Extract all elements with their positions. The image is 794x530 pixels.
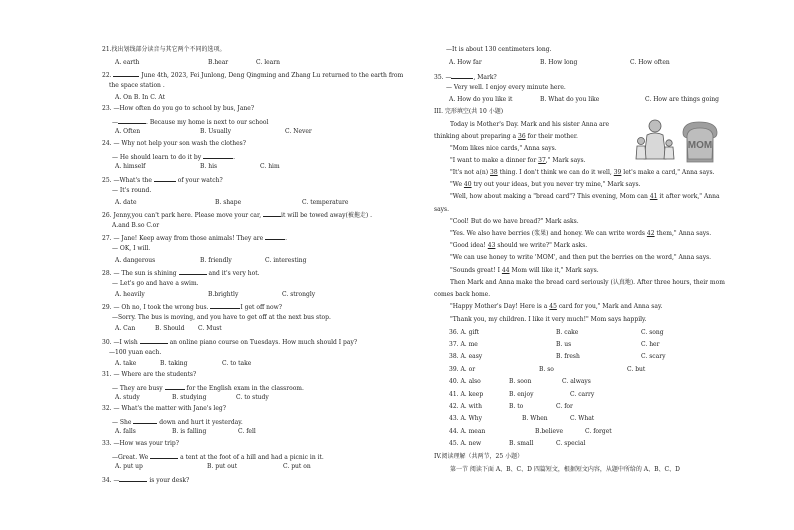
q28-answer: — Let's go and have a swim. (112, 280, 199, 287)
q40-option-a: 40. A. also (449, 378, 481, 385)
q31-option-b: B. studying (172, 394, 207, 401)
q32-option-b: B. is falling (172, 428, 207, 435)
q36-option-c: C. song (641, 329, 664, 336)
q38-option-c: C. scary (641, 353, 666, 360)
q25-option-b: B. shape (215, 199, 242, 206)
q34-stem: 34. — is your desk? (102, 477, 190, 484)
passage-line: "It's not a(n) 38 thing. I don't think we can do it well, 39 let's make a card," Anna says. (450, 169, 715, 176)
passage-line: thinking about preparing a 36 for their mother. (434, 133, 578, 140)
q30-option-b: B. taking (160, 360, 188, 367)
passage-line: "We 40 try out your ideas, but you never try mine," Mark says. (450, 181, 641, 188)
q33-answer: —Great. We a tent at the foot of a hill and had a picnic in it. (112, 454, 324, 461)
q30-option-c: C. to take (222, 360, 252, 367)
q32-option-c: C. fell (238, 428, 256, 435)
q25-option-a: A. date (115, 199, 137, 206)
answer-blank (119, 475, 147, 482)
section-3-title: III. 完形填空(共 10 小题) (434, 108, 504, 115)
q24-option-b: B. his (200, 163, 218, 170)
q38-option-b: B. fresh (556, 353, 580, 360)
mother-children-bread-picture (631, 119, 741, 165)
q29-option-b: B. Should (155, 325, 185, 332)
q37-option-c: C. her (641, 341, 660, 348)
q45-option-c: C. special (556, 440, 586, 447)
q23-stem: 23. —How often do you go to school by bus, Jane? (102, 105, 255, 112)
answer-blank (113, 70, 139, 77)
q43-option-c: C. What (570, 415, 595, 422)
answer-blank (154, 175, 176, 182)
q44-option-c: C. forget (585, 428, 612, 435)
q29-stem: 29. — Oh no, I took the wrong bus. I get off now? (102, 304, 282, 311)
q34-option-c: C. How often (630, 59, 670, 66)
q43-option-a: 43. A. Why (449, 415, 483, 422)
q29-option-c: C. Must (198, 325, 222, 332)
q25-stem: 25. —What's the of your watch? (102, 177, 223, 184)
q23-option-a: A. Often (115, 128, 141, 135)
q30-stem: 30. —I wish an online piano course on Tuesdays. How much should I pay? (102, 339, 358, 346)
q39-option-b: B. so (539, 366, 554, 373)
q45-option-a: 45. A. new (449, 440, 482, 447)
q23-answer: — . Because my home is next to our school (112, 119, 269, 126)
answer-blank (133, 417, 157, 424)
q24-option-c: C. him (260, 163, 280, 170)
q27-stem: 27. — Jane! Keep away from those animals! They are . (102, 235, 288, 242)
q40-option-c: C. always (562, 378, 591, 385)
passage-line: "I want to make a dinner for 37," Mark says. (450, 157, 586, 164)
q41-option-a: 41. A. keep (449, 391, 484, 398)
q27-option-b: B. friendly (200, 257, 232, 264)
q39-option-a: 39. A. or (449, 366, 476, 373)
q34-answer: —It is about 130 centimeters long. (446, 46, 552, 53)
q29-answer: —Sorry. The bus is moving, and you have to get off at the next bus stop. (112, 314, 331, 321)
q22-stem-cont: the space station . (109, 82, 165, 89)
q43-option-b: B. When (522, 415, 548, 422)
q35-option-b: B. What do you like (540, 96, 600, 103)
answer-blank (140, 337, 168, 344)
passage-line: "Sounds great! I 44 Mom will like it," Mark says. (450, 267, 599, 274)
passage-line: "Thank you, my children. I like it very much!" Mom says happily. (450, 316, 647, 323)
q35-stem: 35. — , Mark? (434, 74, 497, 81)
q27-answer: — OK, I will. (112, 245, 151, 252)
q34-option-a: A. How far (449, 59, 482, 66)
q33-stem: 33. —How was your trip? (102, 440, 179, 447)
answer-blank (210, 302, 240, 309)
q42-option-a: 42. A. with (449, 403, 482, 410)
q33-option-a: A. put up (115, 463, 143, 470)
answer-blank (150, 452, 178, 459)
passage-line: "Yes. We also have berries (浆果) and honey. We can write words 42 them," Anna says. (450, 230, 712, 237)
q22-options: A. On B. In C. At (115, 94, 166, 101)
q25-option-c: C. temperature (302, 199, 349, 206)
q39-option-c: C. but (627, 366, 646, 373)
q27-option-a: A. dangerous (115, 257, 156, 264)
q27-option-c: C. interesting (265, 257, 307, 264)
q38-option-a: 38. A. easy (449, 353, 483, 360)
q37-option-b: B. us (556, 341, 572, 348)
q34-option-b: B. How long (540, 59, 578, 66)
passage-line: Then Mark and Anna make the bread card seriously (认真地). After three hours, their mom (450, 279, 725, 286)
q35-option-c: C. How are things going (645, 96, 719, 103)
passage-line: "We can use honey to write 'MOM', and then put the berries on the word," Anna says. (450, 254, 712, 261)
q26-stem: 26. Jenny,you can't park here. Please move your car, it will be towed away(被拖走) . (102, 212, 373, 219)
passage-line: "Happy Mother's Day! Here is a 45 card for you," Mark and Anna say. (450, 303, 663, 310)
q22-stem: 22. June 4th, 2023, Fei Junlong, Deng Qingming and Zhang Lu returned to the earth from (102, 72, 404, 79)
q30-answer: —100 yuan each. (109, 349, 162, 356)
q44-option-b: B.believe (535, 428, 564, 435)
q32-answer: — She down and hurt it yesterday. (112, 419, 243, 426)
q44-option-a: 44. A. mean (449, 428, 486, 435)
q31-stem: 31. — Where are the students? (102, 371, 197, 378)
q36-option-b: B. cake (556, 329, 579, 336)
q32-option-a: A. falls (115, 428, 136, 435)
q45-option-b: B. small (509, 440, 534, 447)
passage-line: says. (434, 206, 450, 213)
answer-blank (263, 210, 281, 217)
q42-option-c: C. for (556, 403, 573, 410)
q37-option-a: 37. A. me (449, 341, 478, 348)
q23-option-c: C. Never (285, 128, 312, 135)
q23-option-b: B. Usually (200, 128, 232, 135)
answer-blank (179, 268, 207, 275)
q35-option-a: A. How do you like it (449, 96, 513, 103)
q28-option-a: A. heavily (115, 291, 145, 298)
q33-option-c: C. put on (283, 463, 311, 470)
q24-option-a: A. himself (115, 163, 146, 170)
passage-line: "Cool! But do we have bread?" Mark asks. (450, 218, 579, 225)
q25-answer: — It's round. (112, 187, 152, 194)
answer-blank (451, 72, 473, 79)
q26-options: A.and B.so C.or (112, 222, 160, 229)
q24-stem: 24. — Why not help your son wash the clothes? (102, 140, 246, 147)
answer-blank (165, 383, 185, 390)
q32-stem: 32. — What's the matter with Jane's leg? (102, 405, 226, 412)
answer-blank (118, 117, 146, 124)
mom-word: MOM (687, 140, 713, 151)
q30-option-a: A. take (115, 360, 137, 367)
section-4-instructions: 第一节 阅读下面 A、B、C、D 四篇短文，根据短文内容，从题中所给的 A、B、C、D (450, 466, 680, 473)
q21-option-b: B.hear (208, 59, 229, 66)
q29-option-a: A. Can (115, 325, 136, 332)
answer-blank (265, 233, 285, 240)
q40-option-b: B. soon (509, 378, 532, 385)
passage-line: "Good idea! 43 should we write?" Mark asks. (450, 242, 588, 249)
passage-line: comes back home. (434, 291, 491, 298)
q28-option-b: B.brightly (208, 291, 239, 298)
q42-option-b: B. to (509, 403, 524, 410)
q21-option-c: C. learn (256, 59, 280, 66)
q28-option-c: C. strongly (282, 291, 316, 298)
q24-answer: — He should learn to do it by . (112, 154, 235, 161)
q33-option-b: B. put out (207, 463, 238, 470)
q41-option-c: C. carry (570, 391, 595, 398)
passage-line: "Mom likes nice cards," Anna says. (450, 145, 557, 152)
q21-option-a: A. earth (115, 59, 140, 66)
q21-stem: 21.找出划线部分读音与其它两个不同的选项。 (102, 46, 226, 53)
q36-option-a: 36. A. gift (449, 329, 479, 336)
q31-answer: — They are busy for the English exam in the classroom. (112, 385, 304, 392)
passage-line: "Well, how about making a "bread card"? This evening, Mom can 41 it after work," Anna (450, 193, 720, 200)
q28-stem: 28. — The sun is shining and it's very hot. (102, 270, 260, 277)
section-4-title: IV.阅读理解（共两节，25 小题） (434, 453, 524, 460)
q35-answer: — Very well. I enjoy every minute here. (446, 84, 566, 91)
q31-option-c: C. to study (236, 394, 269, 401)
q31-option-a: A. study (115, 394, 140, 401)
q41-option-b: B. enjoy (509, 391, 534, 398)
answer-blank (203, 152, 233, 159)
passage-line: Today is Mother's Day. Mark and his sister Anna are (450, 121, 610, 128)
